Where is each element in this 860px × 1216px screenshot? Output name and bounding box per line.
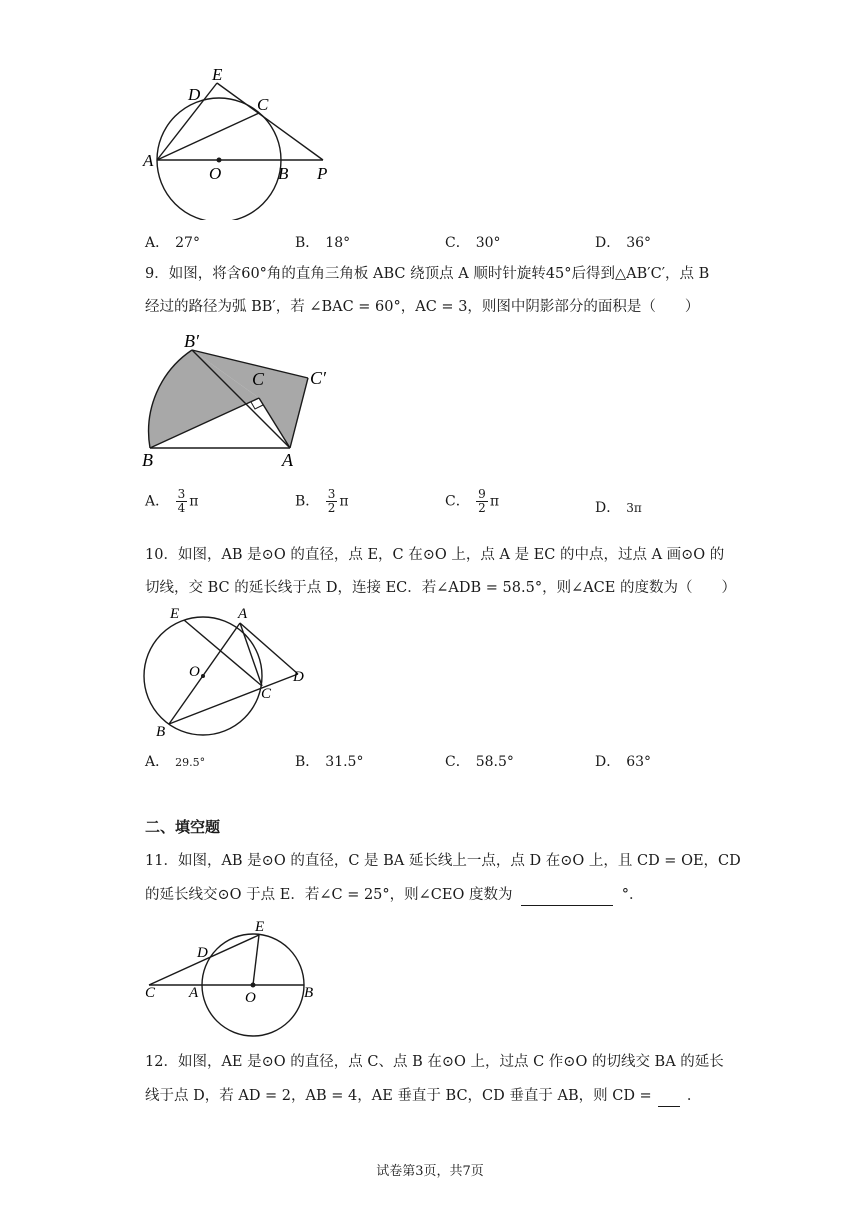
q9-text-line2: 经过的路径为弧 BB′，若 ∠BAC = 60°，AC = 3，则图中阴影部分的面积是（ ） <box>145 299 700 315</box>
q9-text-line1: 9．如图，将含60°角的直角三角板 ABC 绕顶点 A 顺时针旋转45°后得到△AB′C′，点 B <box>145 266 710 282</box>
figure-q9 <box>140 330 340 475</box>
q9-option-d[interactable]: D． 3π <box>595 500 642 516</box>
q12-text-line2 <box>145 1086 701 1107</box>
q11-answer-blank[interactable] <box>521 885 613 906</box>
label-B: B <box>142 450 153 470</box>
q10-text-line2: 切线，交 BC 的延长线于点 D，连接 EC．若∠ADB = 58.5°，则∠ACE 的度数为（ ） <box>145 580 736 596</box>
q8-option-a[interactable]: A． 27° <box>145 235 200 251</box>
label-O: O <box>209 164 222 183</box>
q9-option-c[interactable]: C． $\frac{9}{2}$ π <box>445 487 500 515</box>
label-D: D <box>293 669 304 685</box>
figure-q10 <box>140 603 320 743</box>
q12-text-line1: 12．如图，AE 是⊙O 的直径，点 C、点 B 在⊙O 上，过点 C 作⊙O 的切线交 BA 的延长 <box>145 1054 724 1070</box>
label-C: C <box>252 369 265 389</box>
label-Cprime: C′ <box>310 368 326 388</box>
q8-option-d[interactable]: D． 36° <box>595 235 652 251</box>
label-O: O <box>189 664 200 680</box>
label-B: B <box>304 985 314 1001</box>
label-E: E <box>170 606 180 622</box>
label-E: E <box>255 919 265 935</box>
label-D: D <box>188 85 201 104</box>
q12-text-line2-end: ． <box>686 1088 702 1104</box>
page-footer: 试卷第3页，共7页 <box>376 1164 484 1179</box>
q8-option-b[interactable]: B． 18° <box>295 235 351 251</box>
q8-option-c[interactable]: C． 30° <box>445 235 501 251</box>
label-D: D <box>197 945 208 961</box>
q9-option-b[interactable]: B． $\frac{3}{2}$ π <box>295 487 349 515</box>
q11-text-line2 <box>145 885 643 906</box>
q10-option-d[interactable]: D． 63° <box>595 754 652 770</box>
q11-text-line1: 11．如图，AB 是⊙O 的直径，C 是 BA 延长线上一点，点 D 在⊙O 上，且 CD = OE，CD <box>145 853 741 869</box>
label-E: E <box>212 65 223 84</box>
label-Bprime: B′ <box>184 331 199 351</box>
q9-option-a-fraction: $\frac{3}{4}$ <box>177 487 186 515</box>
label-A: A <box>238 606 248 622</box>
q9-option-a[interactable]: A． $\frac{3}{4}$ π <box>145 487 199 515</box>
q10-option-a[interactable]: A． 29.5° <box>145 754 206 770</box>
figure-q11 <box>138 915 328 1037</box>
q10-option-b[interactable]: B． 31.5° <box>295 754 364 770</box>
label-C: C <box>261 686 272 702</box>
label-A: A <box>143 151 154 170</box>
section-title: 二、填空题 <box>145 818 221 836</box>
q9-option-c-fraction: $\frac{9}{2}$ <box>478 487 486 515</box>
q9-option-b-fraction: $\frac{3}{2}$ <box>327 487 336 515</box>
label-C: C <box>257 95 269 114</box>
q10-option-c[interactable]: C． 58.5° <box>445 754 514 770</box>
q12-answer-blank[interactable] <box>658 1086 680 1107</box>
q10-text-line1: 10．如图，AB 是⊙O 的直径，点 E，C 在⊙O 上，点 A 是 EC 的中点，过点 A 画⊙O 的 <box>145 547 725 563</box>
label-B: B <box>156 724 166 740</box>
q11-text-line2a: 的延长线交⊙O 于点 E．若∠C = 25°，则∠CEO 度数为 <box>145 887 513 903</box>
figure-q8 <box>140 60 340 220</box>
label-O: O <box>245 990 256 1006</box>
label-A: A <box>189 985 199 1001</box>
label-A: A <box>282 450 293 470</box>
label-C: C <box>145 985 156 1001</box>
label-B: B <box>278 164 289 183</box>
q11-text-line2b: °． <box>621 887 644 903</box>
label-P: P <box>317 164 328 183</box>
q12-text-line2-main: 线于点 D，若 AD = 2，AB = 4，AE 垂直于 BC，CD 垂直于 AB，则 CD = <box>145 1088 652 1104</box>
